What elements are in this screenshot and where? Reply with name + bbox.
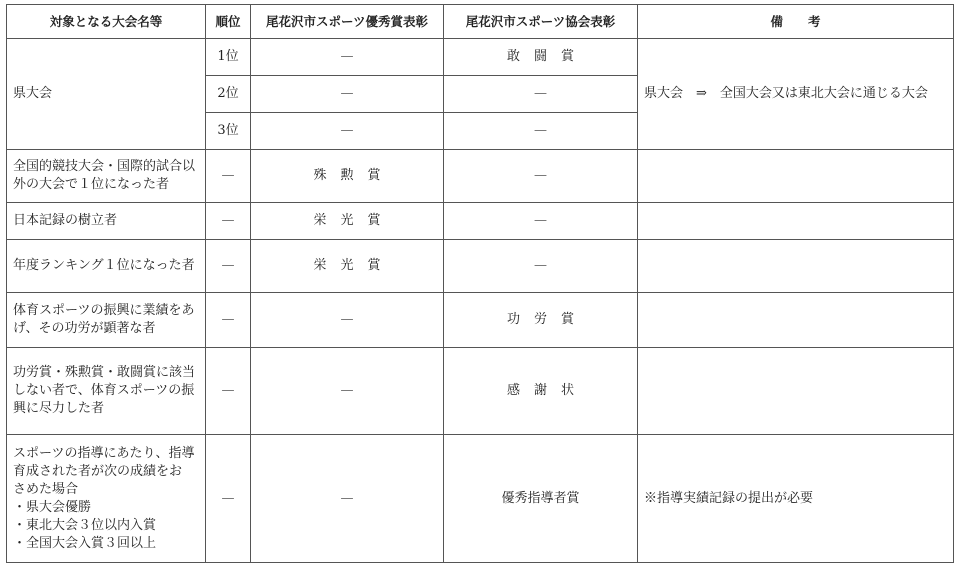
city-award-cell: 栄光賞 xyxy=(251,240,444,293)
city-award-cell: — xyxy=(251,39,444,76)
competition-cell: 功労賞・殊勲賞・敢闘賞に該当しない者で、体育スポーツの振興に尽力した者 xyxy=(7,348,206,435)
remarks-cell xyxy=(638,150,954,203)
table-row xyxy=(7,348,954,435)
rank-cell: — xyxy=(206,293,251,348)
header-row xyxy=(7,5,954,39)
city-award-cell: — xyxy=(251,113,444,150)
competition-cell: 全国的競技大会・国際的試合以外の大会で１位になった者 xyxy=(7,150,206,203)
rank-cell: — xyxy=(206,435,251,563)
remarks-cell: 県大会 ⇒ 全国大会又は東北大会に通じる大会 xyxy=(638,39,954,150)
remarks-cell xyxy=(638,348,954,435)
remarks-cell: ※指導実績記録の提出が必要 xyxy=(638,435,954,563)
table-row xyxy=(7,293,954,348)
assoc-award-cell: — xyxy=(444,150,638,203)
table-row xyxy=(7,240,954,293)
assoc-award-cell: 功労賞 xyxy=(444,293,638,348)
competition-line: スポーツの指導にあたり、指導 xyxy=(13,445,195,461)
rank-cell: 2位 xyxy=(206,76,251,113)
awards-table xyxy=(6,4,954,563)
city-award-cell: — xyxy=(251,435,444,563)
remarks-cell xyxy=(638,293,954,348)
city-award-cell: — xyxy=(251,293,444,348)
competition-cell xyxy=(7,435,206,563)
rank-cell: 3位 xyxy=(206,113,251,150)
table-row xyxy=(7,203,954,240)
city-award-cell: 殊勲賞 xyxy=(251,150,444,203)
header-assoc-award: 尾花沢市スポーツ協会表彰 xyxy=(444,5,638,39)
competition-line: ・全国大会入賞３回以上 xyxy=(13,535,157,551)
competition-cell: 日本記録の樹立者 xyxy=(7,203,206,240)
assoc-award-cell: 敢闘賞 xyxy=(444,39,638,76)
rank-cell: — xyxy=(206,240,251,293)
table-row xyxy=(7,39,954,76)
city-award-cell: — xyxy=(251,76,444,113)
table-row xyxy=(7,435,954,563)
remarks-cell xyxy=(638,203,954,240)
assoc-award-cell: — xyxy=(444,203,638,240)
rank-cell: — xyxy=(206,150,251,203)
rank-cell: — xyxy=(206,348,251,435)
competition-cell: 県大会 xyxy=(7,39,206,150)
rank-cell: 1位 xyxy=(206,39,251,76)
assoc-award-cell: 優秀指導者賞 xyxy=(444,435,638,563)
header-remarks: 備 考 xyxy=(638,5,954,39)
remarks-cell xyxy=(638,240,954,293)
assoc-award-cell: — xyxy=(444,113,638,150)
assoc-award-cell: — xyxy=(444,240,638,293)
table-row xyxy=(7,150,954,203)
assoc-award-cell: — xyxy=(444,76,638,113)
city-award-cell: — xyxy=(251,348,444,435)
competition-line: 育成された者が次の成績をお xyxy=(13,463,183,479)
rank-cell: — xyxy=(206,203,251,240)
city-award-cell: 栄光賞 xyxy=(251,203,444,240)
assoc-award-cell: 感謝状 xyxy=(444,348,638,435)
header-competition: 対象となる大会名等 xyxy=(7,5,206,39)
header-rank: 順位 xyxy=(206,5,251,39)
header-city-award: 尾花沢市スポーツ優秀賞表彰 xyxy=(251,5,444,39)
competition-cell: 年度ランキング１位になった者 xyxy=(7,240,206,293)
competition-line: ・県大会優勝 xyxy=(13,499,92,515)
competition-line: ・東北大会３位以内入賞 xyxy=(13,517,157,533)
competition-line: さめた場合 xyxy=(13,481,79,497)
competition-cell: 体育スポーツの振興に業績をあげ、その功労が顕著な者 xyxy=(7,293,206,348)
